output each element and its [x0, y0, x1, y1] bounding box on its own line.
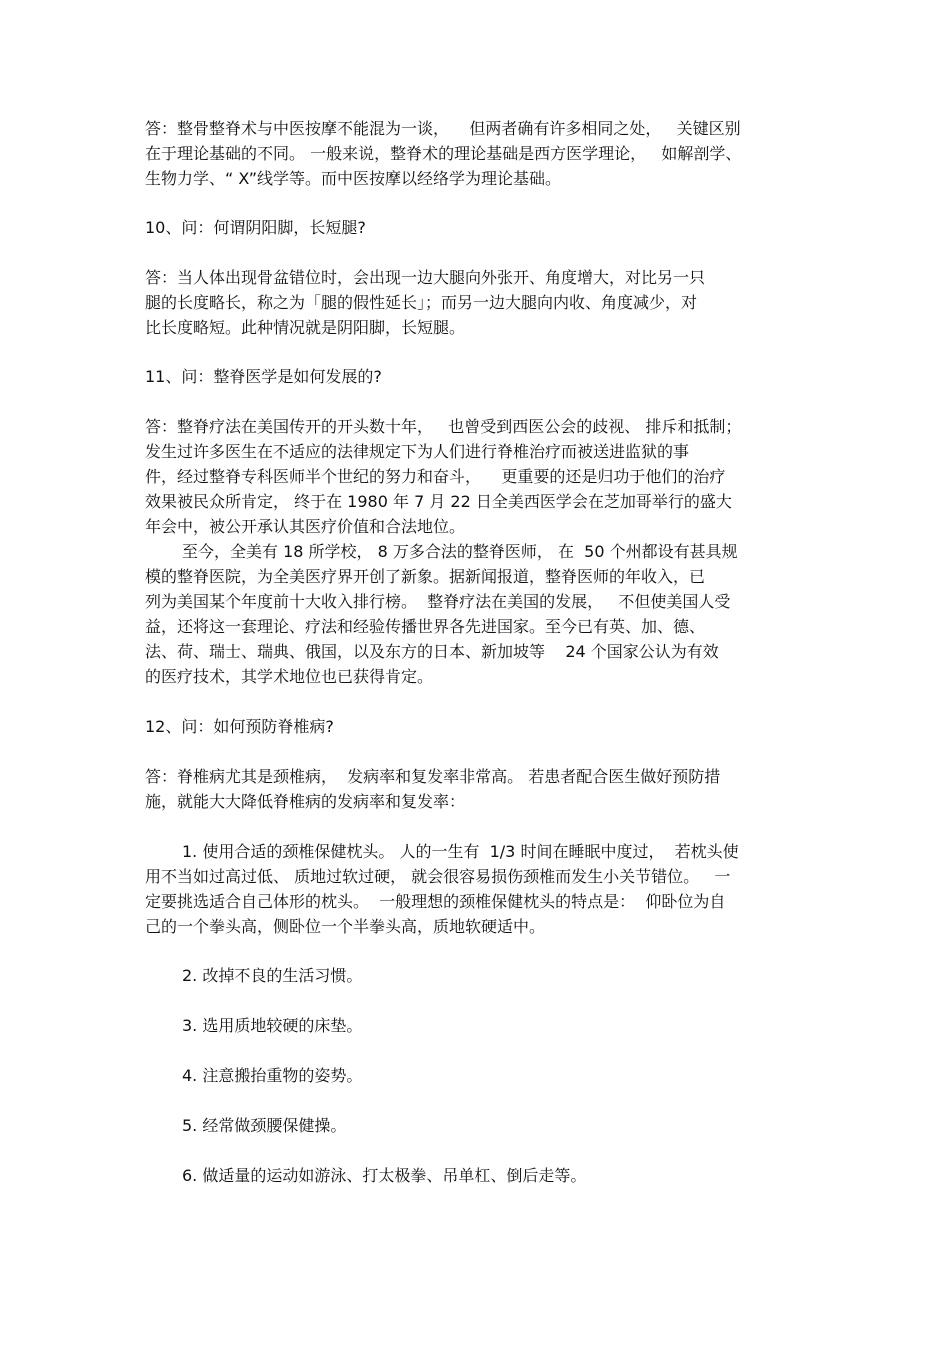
- question-10: 10、问：何谓阴阳脚，长短腿?: [145, 218, 366, 237]
- list-item-1-line-3: 定要挑选适合自己体形的枕头。 一般理想的颈椎保健枕头的特点是： 仰卧位为自: [145, 892, 726, 911]
- list-item-3: 3. 选用质地较硬的床垫。: [182, 1016, 363, 1035]
- answer-11-line-6: 至今，全美有 18 所学校， 8 万多合法的整脊医师， 在 50 个州都设有甚具规: [182, 542, 738, 561]
- answer-11-line-5: 年会中，被公开承认其医疗价值和合法地位。: [145, 517, 466, 536]
- list-item-1-line-2: 用不当如过高过低、 质地过软过硬， 就会很容易损伤颈椎而发生小关节错位。 一: [145, 867, 731, 886]
- answer-12-line-2: 施，就能大大降低脊椎病的发病率和复发率：: [145, 792, 466, 811]
- question-12: 12、问：如何预防脊椎病?: [145, 717, 334, 736]
- list-item-2: 2. 改掉不良的生活习惯。: [182, 966, 363, 985]
- answer-11-line-10: 法、荷、瑞士、瑞典、俄国，以及东方的日本、新加坡等 24 个国家公认为有效: [145, 642, 719, 661]
- answer-11-line-9: 益，还将这一套理论、疗法和经验传播世界各先进国家。至今已有英、加、德、: [145, 617, 706, 636]
- list-item-1-line-4: 己的一个拳头高，侧卧位一个半拳头高，质地软硬适中。: [145, 917, 546, 936]
- list-item-5: 5. 经常做颈腰保健操。: [182, 1116, 347, 1135]
- answer-10-line-1: 答：当人体出现骨盆错位时，会出现一边大腿向外张开、角度增大，对比另一只: [145, 268, 706, 287]
- answer-10-line-3: 比长度略短。此种情况就是阴阳脚，长短腿。: [145, 318, 466, 337]
- answer-10-line-2: 腿的长度略长，称之为「腿的假性延长」；而另一边大腿向内收、角度减少，对: [145, 293, 698, 312]
- list-item-6: 6. 做适量的运动如游泳、打太极拳、吊单杠、倒后走等。: [182, 1166, 587, 1185]
- answer-11-line-11: 的医疗技术，其学术地位也已获得肯定。: [145, 667, 434, 686]
- answer-12-line-1: 答：脊椎病尤其是颈椎病， 发病率和复发率非常高。 若患者配合医生做好预防措: [145, 767, 721, 786]
- answer-9-line-2: 在于理论基础的不同。 一般来说，整脊术的理论基础是西方医学理论， 如解剖学、: [145, 144, 742, 163]
- answer-11-line-7: 模的整脊医院，为全美医疗界开创了新象。据新闻报道，整脊医师的年收入，已: [145, 567, 706, 586]
- answer-11-line-3: 件，经过整脊专科医师半个世纪的努力和奋斗， 更重要的还是归功于他们的治疗: [145, 467, 726, 486]
- answer-9-line-1: 答：整骨整脊术与中医按摩不能混为一谈， 但两者确有许多相同之处， 关键区别: [145, 119, 741, 138]
- answer-11-line-1: 答：整脊疗法在美国传开的开头数十年， 也曾受到西医公会的歧视、 排斥和抵制；: [145, 417, 742, 436]
- answer-9-line-3: 生物力学、“ X”线学等。而中医按摩以经络学为理论基础。: [145, 169, 561, 188]
- list-item-4: 4. 注意搬抬重物的姿势。: [182, 1066, 363, 1085]
- answer-11-line-8: 列为美国某个年度前十大收入排行榜。 整脊疗法在美国的发展， 不但使美国人受: [145, 592, 731, 611]
- question-11: 11、问：整脊医学是如何发展的?: [145, 367, 382, 386]
- answer-11-line-2: 发生过许多医生在不适应的法律规定下为人们进行脊椎治疗而被送进监狱的事: [145, 442, 690, 461]
- list-item-1-line-1: 1. 使用合适的颈椎保健枕头。 人的一生有 1/3 时间在睡眠中度过， 若枕头使: [182, 842, 739, 861]
- answer-11-line-4: 效果被民众所肯定， 终于在 1980 年 7 月 22 日全美西医学会在芝加哥举行的盛大: [145, 492, 732, 511]
